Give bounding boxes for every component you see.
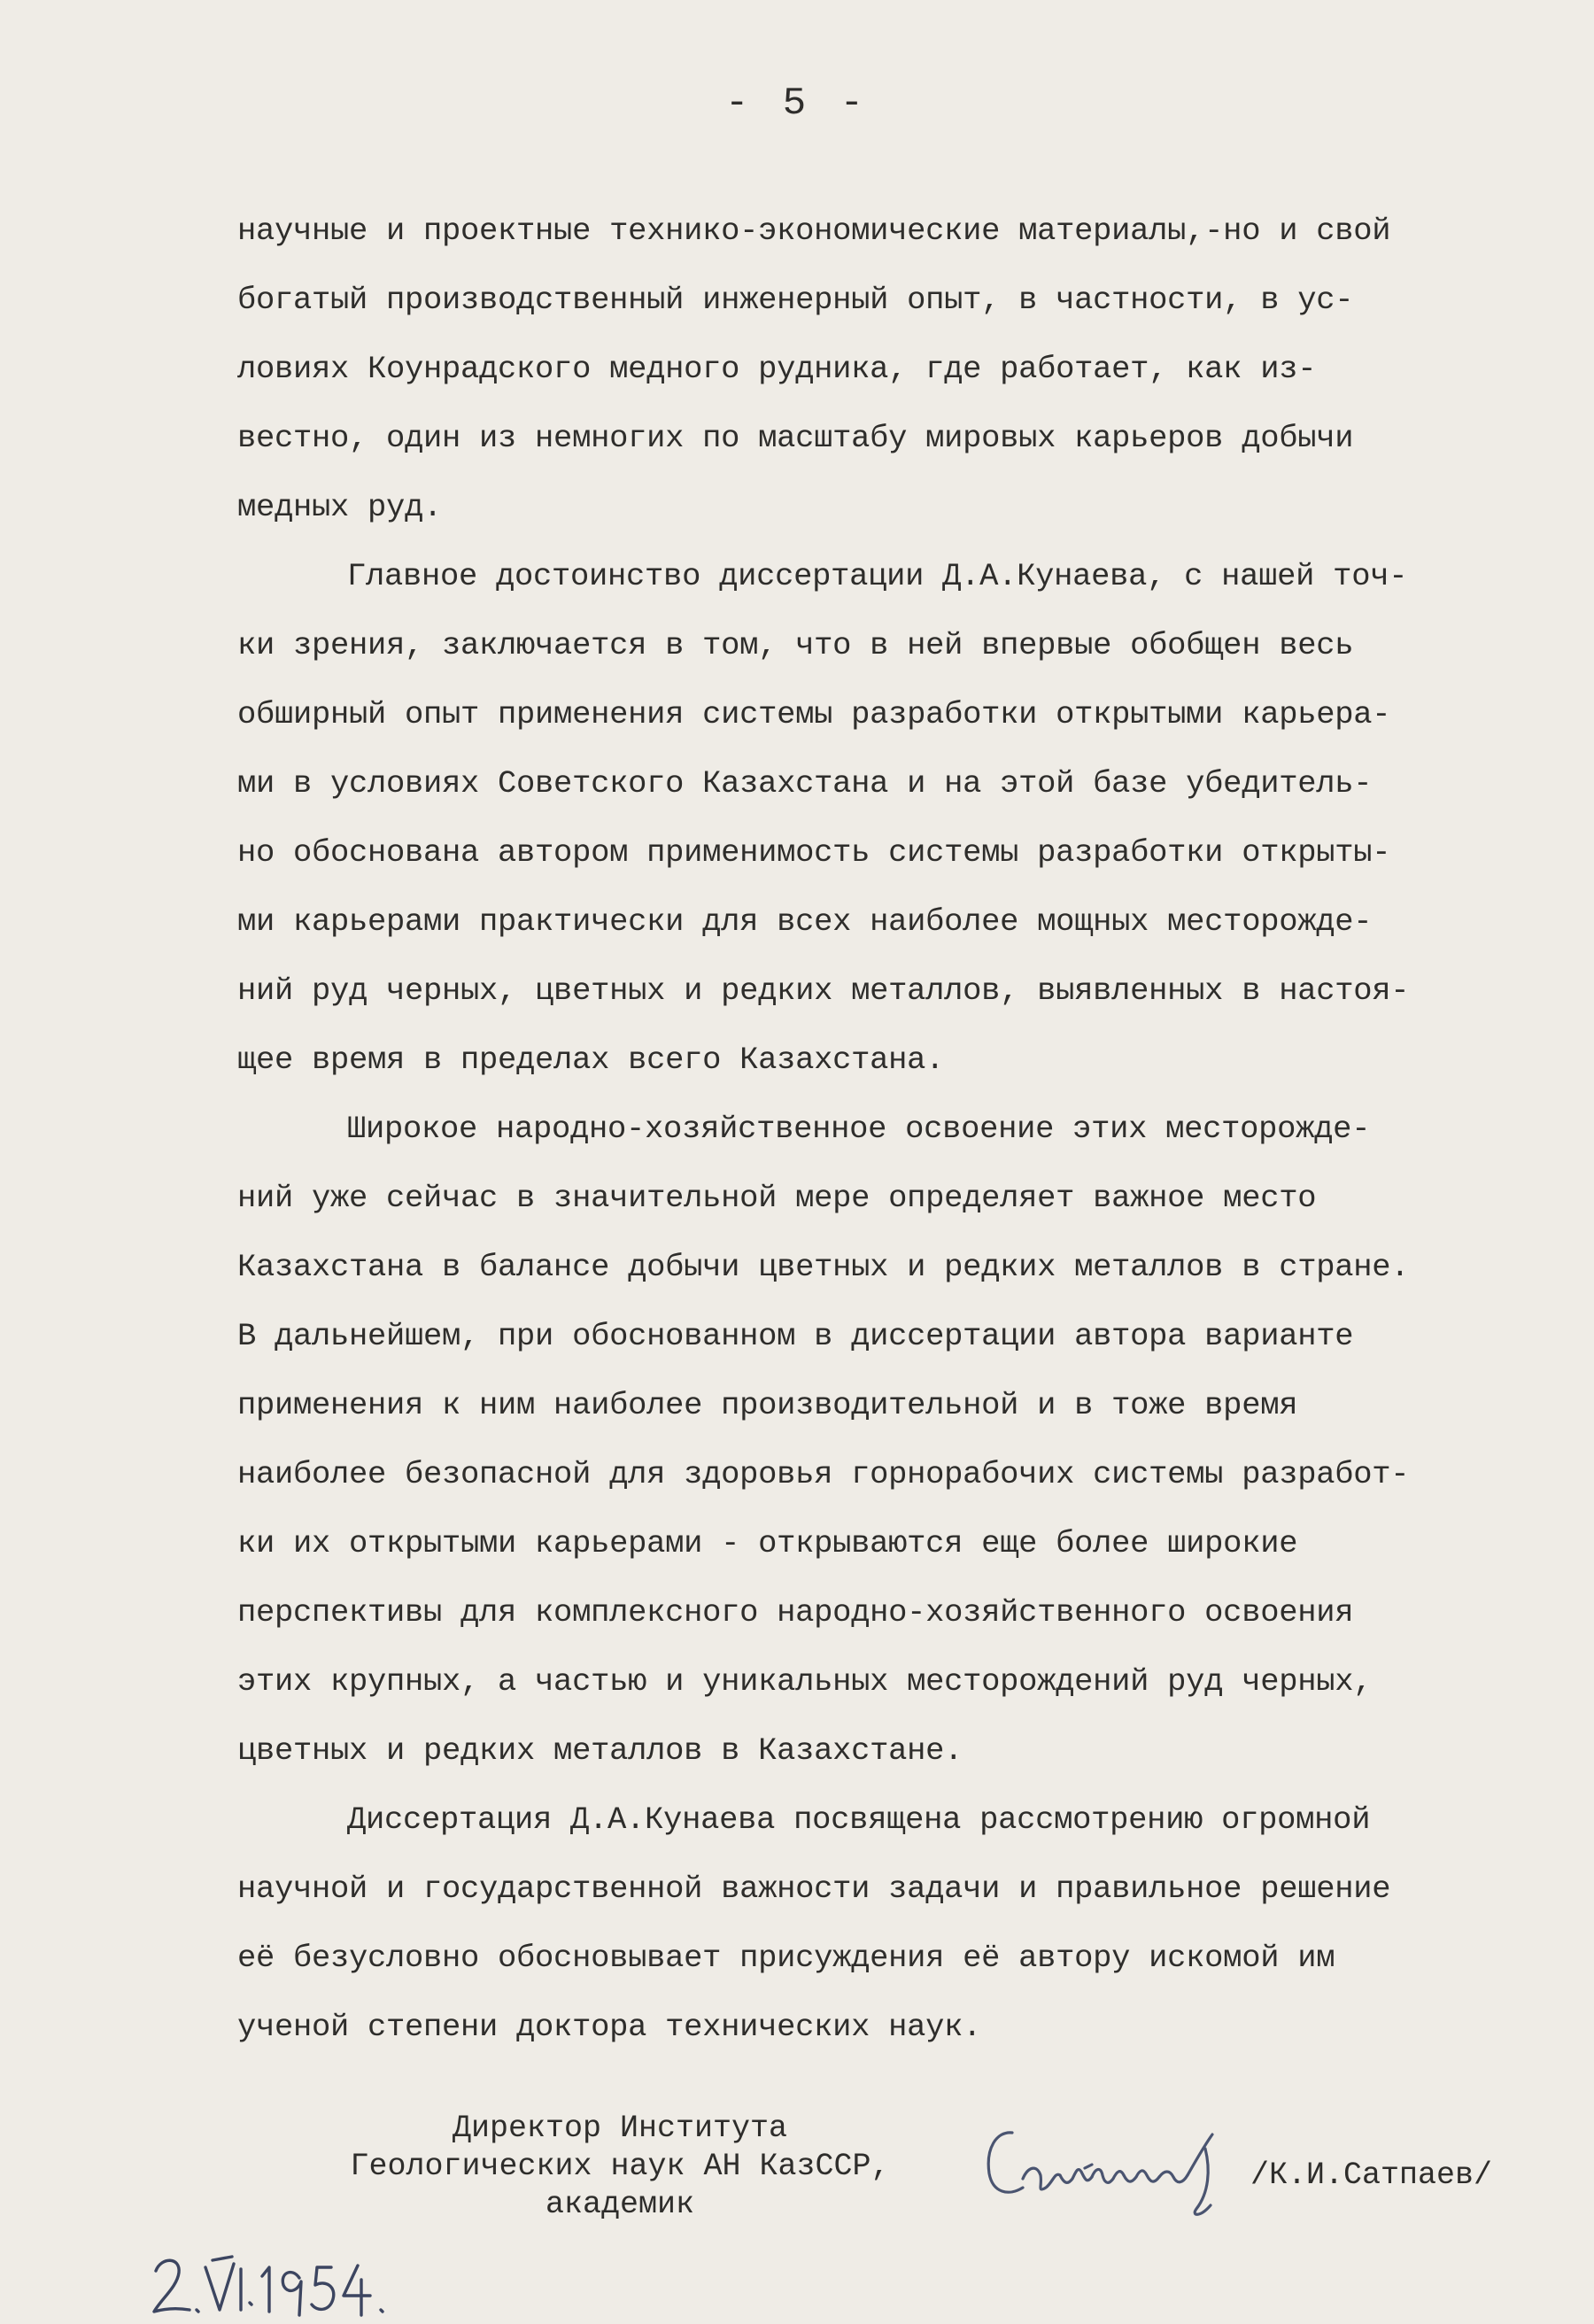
- paragraph-3: [237, 1095, 1566, 1786]
- text-line: Главное достоинство диссертации Д.А.Кунаева, с нашей точ-: [347, 558, 1408, 594]
- text-line: богатый производственный инженерный опыт, в частности, в ус-: [237, 282, 1354, 318]
- text-line: перспективы для комплексного народно-хозяйственного освоения: [237, 1594, 1354, 1631]
- document-body: [237, 197, 1566, 2062]
- text-line: ки зрения, заключается в том, что в ней впервые обобщен весь: [237, 627, 1354, 663]
- text-line: В дальнейшем, при обоснованном в диссертации автора варианте: [237, 1318, 1354, 1354]
- text-line: ний уже сейчас в значительной мере определяет важное место: [237, 1180, 1317, 1216]
- text-line: этих крупных, а частью и уникальных месторождений руд черных,: [237, 1663, 1373, 1700]
- signatory-title: [310, 2110, 930, 2224]
- handwritten-date: [149, 2241, 397, 2324]
- text-line: ний руд черных, цветных и редких металлов, выявленных в настоя-: [237, 972, 1410, 1009]
- text-line: наиболее безопасной для здоровья горнорабочих системы разработ-: [237, 1456, 1410, 1492]
- text-line: её безусловно обосновывает присуждения её автору искомой им: [237, 1940, 1335, 1976]
- signature-block: [0, 2110, 1594, 2225]
- text-line: ловиях Коунрадского медного рудника, где работает, как из-: [237, 351, 1317, 387]
- signatory-title-line: Директор Института: [452, 2111, 788, 2146]
- text-line: научные и проектные технико-экономические материалы,-но и свой: [237, 213, 1391, 249]
- text-line: научной и государственной важности задачи и правильное решение: [237, 1871, 1391, 1907]
- signatory-title-line: Геологических наук АН КазССР,: [350, 2149, 890, 2184]
- text-line: медных руд.: [237, 489, 443, 525]
- text-line: Широкое народно-хозяйственное освоение этих месторожде-: [347, 1111, 1371, 1147]
- text-line: ки их открытыми карьерами - открываются еще более широкие: [237, 1525, 1298, 1561]
- handwritten-signature: [979, 2117, 1235, 2223]
- text-line: ученой степени доктора технических наук.: [237, 2009, 982, 2045]
- text-line: применения к ним наиболее производительной и в тоже время: [237, 1387, 1298, 1423]
- paragraph-4: [237, 1786, 1566, 2062]
- text-line: Диссертация Д.А.Кунаева посвящена рассмотрению огромной: [347, 1801, 1371, 1838]
- text-line: Казахстана в балансе добычи цветных и редких металлов в стране.: [237, 1249, 1410, 1285]
- paragraph-1: [237, 197, 1566, 542]
- signatory-title-line: академик: [545, 2187, 695, 2222]
- text-line: ми в условиях Советского Казахстана и на этой базе убедитель-: [237, 765, 1373, 802]
- text-line: вестно, один из немногих по масштабу мировых карьеров добычи: [237, 420, 1354, 456]
- text-line: но обоснована автором применимость системы разработки открыты-: [237, 834, 1391, 871]
- text-line: цветных и редких металлов в Казахстане.: [237, 1732, 963, 1769]
- text-line: ми карьерами практически для всех наиболее мощных месторожде-: [237, 903, 1373, 940]
- paragraph-2: [237, 542, 1566, 1095]
- text-line: обширный опыт применения системы разработки открытыми карьера-: [237, 696, 1391, 732]
- page-number: - 5 -: [724, 81, 870, 126]
- printed-name: /К.И.Сатпаев/: [1250, 2157, 1493, 2193]
- text-line: щее время в пределах всего Казахстана.: [237, 1042, 945, 1078]
